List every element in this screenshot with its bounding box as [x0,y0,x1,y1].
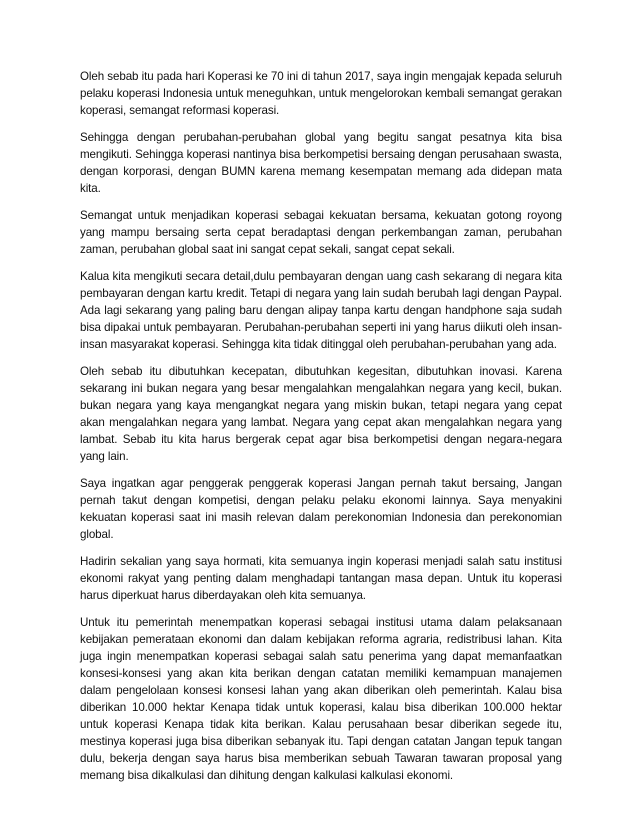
paragraph-8: Untuk itu pemerintah menempatkan koperasi sebagai institusi utama dalam pelaksanaan kebijakan pemerataan ekonomi dan dalam kebijakan reforma agraria, redistribusi lahan. Kita juga ingin menempatkan koperasi sebagai salah satu penerima yang dapat memanfaatkan konsesi-konsesi yang akan kita berikan dengan catatan memiliki kemampuan manajemen dalam pengelolaan konsesi konsesi lahan yang akan diberikan oleh pemerintah. Kalau bisa diberikan 10.000 hektar Kenapa tidak untuk koperasi, kalau bisa diberikan 100.000 hektar untuk koperasi Kenapa tidak kita berikan. Kalau perusahaan besar diberikan segede itu, mestinya koperasi juga bisa diberikan sebanyak itu. Tapi dengan catatan Jangan tepuk tangan dulu, bekerja dengan saya harus bisa memberikan sebuah Tawaran tawaran proposal yang memang bisa dikalkulasi dan dihitung dengan kalkulasi kalkulasi ekonomi. [80,616,562,782]
paragraph-6: Saya ingatkan agar penggerak penggerak koperasi Jangan pernah takut bersaing, Jangan pernah takut dengan kompetisi, dengan pelaku pelaku ekonomi lainnya. Saya menyakini kekuatan koperasi saat ini masih relevan dalam perekonomian Indonesia dan perekonomian global. [80,477,562,541]
document-body [80,68,562,794]
paragraph-2: Sehingga dengan perubahan-perubahan global yang begitu sangat pesatnya kita bisa mengikuti. Sehingga koperasi nantinya bisa berkompetisi bersaing dengan perusahaan swasta, dengan korporasi, dengan BUMN karena memang kesempatan memang ada didepan mata kita. [80,131,562,195]
paragraph-5: Oleh sebab itu dibutuhkan kecepatan, dibutuhkan kegesitan, dibutuhkan inovasi. Karena sekarang ini bukan negara yang besar mengalahkan mengalahkan negara yang kecil, bukan. bukan negara yang kaya mengangkat negara yang miskin bukan, tetapi negara yang cepat akan mengalahkan negara yang lambat. Negara yang cepat akan mengalahkan negara yang lambat. Sebab itu kita harus bergerak cepat agar bisa berkompetisi dengan negara-negara yang lain. [80,365,562,463]
paragraph-3: Semangat untuk menjadikan koperasi sebagai kekuatan bersama, kekuatan gotong royong yang mampu bersaing serta cepat beradaptasi dengan perkembangan zaman, perubahan zaman, perubahan global saat ini sangat cepat sekali, sangat cepat sekali. [80,209,562,256]
paragraph-1: Oleh sebab itu pada hari Koperasi ke 70 ini di tahun 2017, saya ingin mengajak kepada seluruh pelaku koperasi Indonesia untuk meneguhkan, untuk mengelorokan kembali semangat gerakan koperasi, semangat reformasi koperasi. [80,70,562,117]
paragraph-4: Kalua kita mengikuti secara detail,dulu pembayaran dengan uang cash sekarang di negara kita pembayaran dengan kartu kredit. Tetapi di negara yang lain sudah berubah lagi dengan Paypal. Ada lagi sekarang yang paling baru dengan alipay tanpa kartu dengan handphone saja sudah bisa dipakai untuk pembayaran. Perubahan-perubahan seperti ini yang harus diikuti oleh insan-insan masyarakat koperasi. Sehingga kita tidak ditinggal oleh perubahan-perubahan yang ada. [80,270,562,351]
paragraph-7: Hadirin sekalian yang saya hormati, kita semuanya ingin koperasi menjadi salah satu institusi ekonomi rakyat yang penting dalam menghadapi tantangan masa depan. Untuk itu koperasi harus diperkuat harus diberdayakan oleh kita semuanya. [80,555,562,602]
